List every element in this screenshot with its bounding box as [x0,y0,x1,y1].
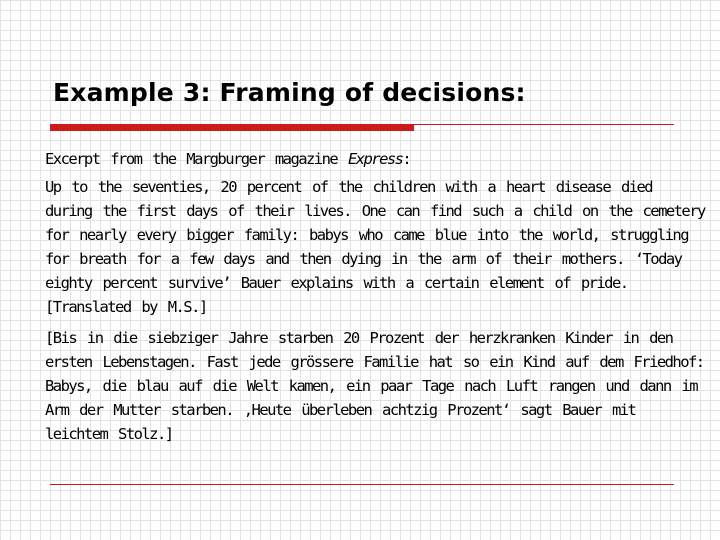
footer-rule [50,484,674,485]
english-paragraph: Up to the seventies, 20 percent of the children with a heart disease died during the first days of their lives. One can find such a child on the cemetery for nearly every bigger family: babys who came blue into the world, struggling for breath for a few days and then dying in the arm of their mothers. ‘Today eighty percent survive’ Bauer explains with a certain element of pride. [Translated by M.S.] [45,178,705,316]
magazine-name: Express [347,150,403,168]
title-accent-bar [50,124,414,131]
title-accent-line [414,124,674,125]
german-paragraph: [Bis in die siebziger Jahre starben 20 Prozent der herzkranken Kinder in den ersten Lebenstagen. Fast jede grössere Familie hat so ein Kind auf dem Friedhof: Babys, die blau auf die Welt kamen, ein paar Tage nach Luft rangen und dann im Arm der Mutter starben. ‚Heute überleben achtzig Prozent‘ sagt Bauer mit leichtem Stolz.] [45,329,704,443]
slide-title: Example 3: Framing of decisions: [53,78,526,107]
slide-body [45,147,705,446]
intro-line [45,147,705,171]
intro-suffix: : [402,150,411,168]
intro-prefix: Excerpt from the Margburger magazine [45,150,348,168]
